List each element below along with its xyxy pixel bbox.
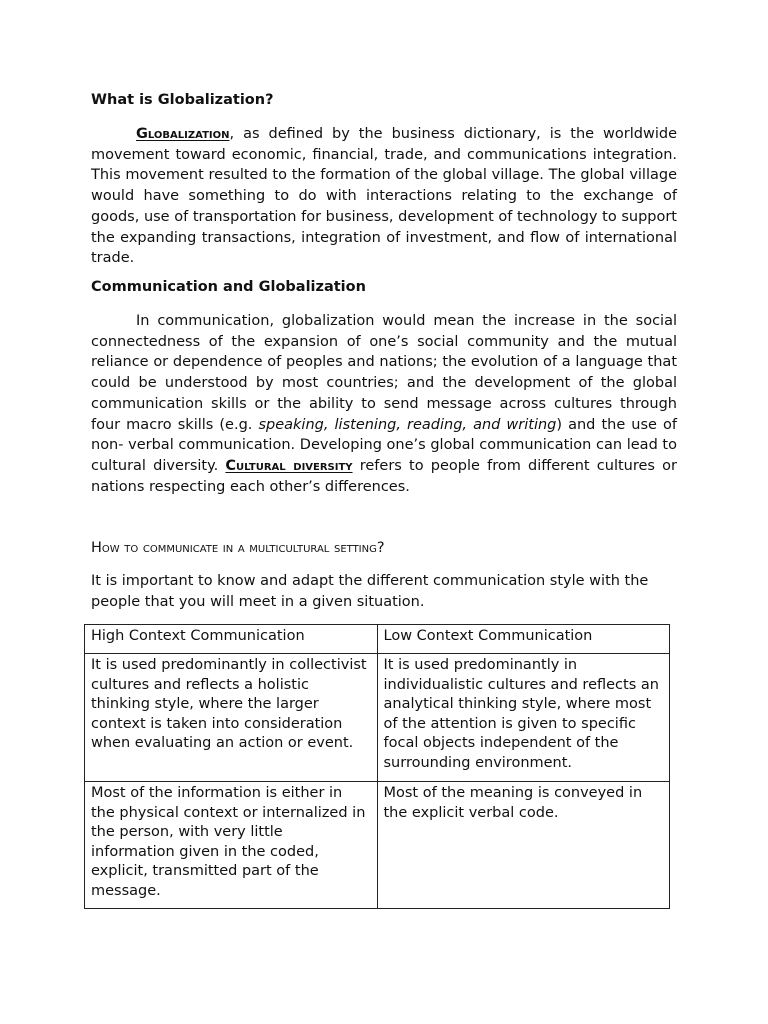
context-comparison-table: [84, 624, 670, 909]
table-cell: Most of the meaning is conveyed in the explicit verbal code.: [377, 782, 670, 909]
multicultural-intro: It is important to know and adapt the different communication style with the people that you will meet in a given situation.: [91, 573, 649, 610]
table-cell: Most of the information is either in the physical context or internalized in the person, with very little information given in the coded, explicit, transmitted part of the message.: [85, 782, 378, 909]
header-high-context: High Context Communication: [85, 625, 378, 654]
communication-text-b: ) and the use of non- verbal communication. Developing one’s global communication can lead to cultural diversity.: [91, 416, 678, 474]
macro-skills-text: speaking, listening, reading, and writing: [258, 416, 557, 433]
term-globalization: Globalization: [136, 126, 230, 142]
section-heading-multicultural: How to communicate in a multicultural setting?: [91, 540, 385, 556]
table-header-row: [85, 625, 670, 654]
section-heading-communication: Communication and Globalization: [91, 279, 366, 295]
table-cell: It is used predominantly in collectivist cultures and reflects a holistic thinking style, where the larger context is taken into consideration when evaluating an action or event.: [85, 654, 378, 782]
communication-paragraph: [91, 311, 677, 497]
globalization-definition-text: , as defined by the business dictionary, is the worldwide movement toward economic, financial, trade, and communications integration. This movement resulted to the formation of the global village. The global village would have something to do with interactions relating to the exchange of goods, use of transportation for business, development of technology to support the expanding transactions, integration of investment, and flow of international trade.: [91, 126, 677, 267]
globalization-definition-paragraph: [91, 124, 677, 269]
communication-text-c: refers to people from different cultures or nations respecting each other’s differences.: [91, 457, 678, 495]
table-cell: It is used predominantly in individualistic cultures and reflects an analytical thinking style, where most of the attention is given to specific focal objects independent of the surrounding environment.: [377, 654, 670, 782]
section-heading-globalization: What is Globalization?: [91, 92, 274, 108]
communication-text-a: In communication, globalization would mean the increase in the social connectedness of the expansion of one’s social community and the mutual reliance or dependence of peoples and nations; the evolution of a language that could be understood by most countries; and the development of the global communication skills or the ability to send message across cultures through four macro skills (e.g.: [91, 313, 677, 433]
header-low-context: Low Context Communication: [377, 625, 670, 654]
table-row: [85, 782, 670, 909]
table-row: [85, 654, 670, 782]
term-cultural-diversity: Cultural diversity: [225, 457, 353, 474]
